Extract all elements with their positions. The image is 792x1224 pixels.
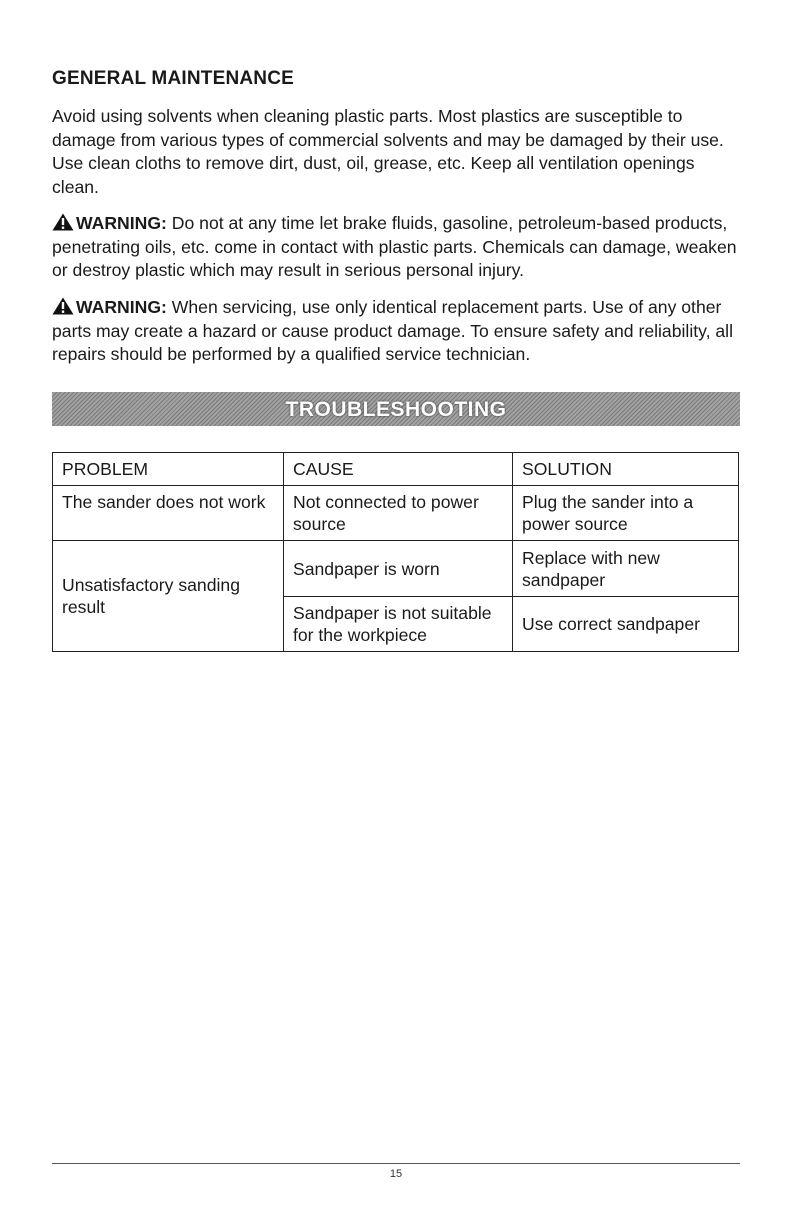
table-row xyxy=(53,541,739,597)
problem-cell: Unsatisfactory sanding result xyxy=(53,541,284,652)
header-solution: SOLUTION xyxy=(513,453,739,486)
warning-triangle-icon xyxy=(52,213,74,231)
problem-cell: The sander does not work xyxy=(53,486,284,541)
warning-label: WARNING: xyxy=(76,297,167,317)
warning-paragraph-1 xyxy=(52,212,742,283)
troubleshooting-table xyxy=(52,452,739,652)
header-cause: CAUSE xyxy=(284,453,513,486)
warning-label: WARNING: xyxy=(76,213,167,233)
page-number: 15 xyxy=(389,1168,403,1180)
cause-cell: Not connected to power source xyxy=(284,486,513,541)
warning-paragraph-2 xyxy=(52,296,742,367)
section-title: GENERAL MAINTENANCE xyxy=(52,68,295,89)
table-row xyxy=(53,486,739,541)
header-problem: PROBLEM xyxy=(53,453,284,486)
footer-divider xyxy=(52,1163,740,1164)
warning-text: When servicing, use only identical replacement parts. Use of any other parts may create a hazard or cause product damage. To ensure safety and reliability, all repairs should be performed by a qualified service technician. xyxy=(52,297,733,364)
solution-cell: Replace with new sandpaper xyxy=(513,541,739,597)
solution-cell: Use correct sandpaper xyxy=(513,597,739,652)
troubleshooting-banner xyxy=(52,392,740,426)
table-header-row xyxy=(53,453,739,486)
cause-cell: Sandpaper is not suitable for the workpiece xyxy=(284,597,513,652)
warning-text: Do not at any time let brake fluids, gasoline, petroleum-based products, penetrating oils, etc. come in contact with plastic parts. Chemicals can damage, weaken or destroy plastic which may result in serious personal injury. xyxy=(52,213,737,280)
solution-cell: Plug the sander into a power source xyxy=(513,486,739,541)
maintenance-paragraph: Avoid using solvents when cleaning plastic parts. Most plastics are susceptible to damage from various types of commercial solvents and may be damaged by their use. Use clean cloths to remove dirt, dust, oil, grease, etc. Keep all ventilation openings clean. xyxy=(52,106,724,197)
cause-cell: Sandpaper is worn xyxy=(284,541,513,597)
warning-triangle-icon xyxy=(52,297,74,315)
troubleshooting-heading: TROUBLESHOOTING xyxy=(285,398,507,421)
